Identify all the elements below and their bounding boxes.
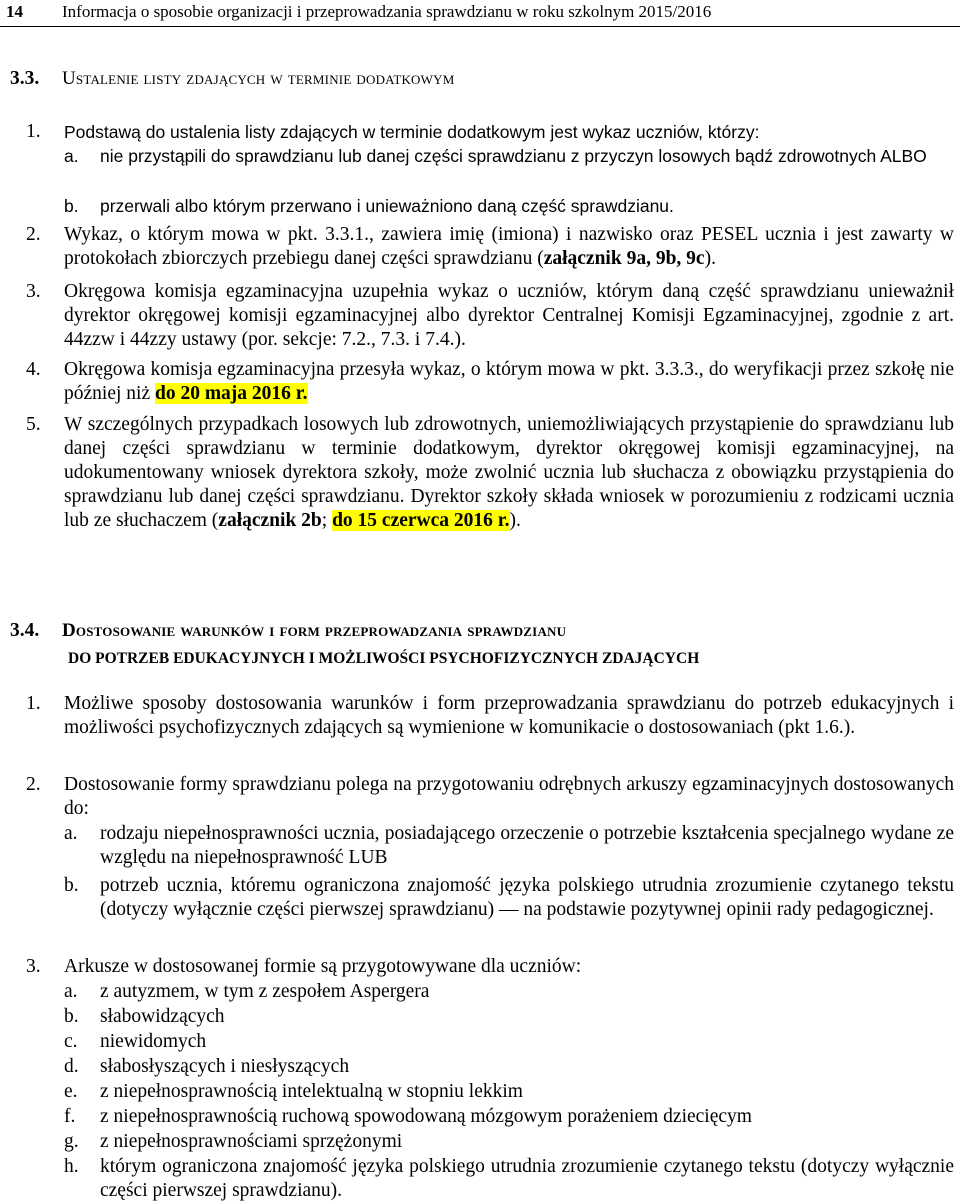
sub-item-letter: b. xyxy=(64,196,79,216)
section-title-3-3: Ustalenie listy zdających w terminie dodatkowym xyxy=(62,68,455,89)
sub-item-3-3-1-a xyxy=(64,144,954,168)
running-title: Informacja o sposobie organizacji i przeprowadzania sprawdzianu w roku szkolnym 2015/2016 xyxy=(62,2,712,21)
page-number: 14 xyxy=(6,2,23,21)
list-item-3-4-3-b xyxy=(64,1005,954,1029)
section-subtitle-3-4: DO POTRZEB EDUKACYJNYCH I MOŻLIWOŚCI PSYCHOFIZYCZNYCH ZDAJĄCYCH xyxy=(68,650,700,667)
sub-item-letter: g. xyxy=(64,1131,79,1152)
sub-item-letter: d. xyxy=(64,1056,79,1077)
item-number: 1. xyxy=(26,693,41,714)
list-item-3-4-3-e xyxy=(64,1080,954,1104)
sub-item-text: którym ograniczona znajomość języka polskiego utrudnia zrozumienie czytanego tekstu (dotyczy wyłącznie części pierwszej sprawdzianu). xyxy=(100,1156,954,1201)
list-item-3-4-3-d xyxy=(64,1055,954,1079)
sub-item-3-4-2-b xyxy=(64,874,954,922)
sub-item-text: nie przystąpili do sprawdzianu lub danej części sprawdzianu z przyczyn losowych bądź zdrowotnych ALBO xyxy=(100,146,927,166)
page-header xyxy=(0,0,960,27)
list-item-3-4-1 xyxy=(26,692,954,740)
list-item-3-4-3-c xyxy=(64,1030,954,1054)
list-item-3-3-4 xyxy=(26,358,954,406)
list-item-3-3-1 xyxy=(26,120,954,144)
deadline-highlight: do 15 czerwca 2016 r. xyxy=(332,510,510,531)
sub-item-text: słabowidzących xyxy=(100,1006,225,1027)
sub-item-letter: b. xyxy=(64,875,79,896)
sub-item-text: z niepełnosprawnościami sprzężonymi xyxy=(100,1131,403,1152)
section-title-3-4: Dostosowanie warunków i form przeprowadzania sprawdzianu xyxy=(62,620,567,641)
sub-item-letter: c. xyxy=(64,1031,78,1052)
sub-item-letter: a. xyxy=(64,823,78,844)
item-text: W szczególnych przypadkach losowych lub zdrowotnych, uniemożliwiających przystąpienie do sprawdzianu lub danej części sprawdzianu w terminie dodatkowym, dyrektor okręgowej komisji egzaminacyjnej, na udokumentowany wniosek dyrektora szkoły, może zwolnić ucznia lub słuchacza z obowiązku przystąpienia do sprawdzianu lub danej części sprawdzianu. Dyrektor szkoły składa wniosek w porozumieniu z rodzicami ucznia lub ze słuchaczem (załącznik 2b; do 15 czerwca 2016 r.). xyxy=(64,414,954,531)
list-item-3-4-3-h xyxy=(64,1155,954,1203)
item-number: 4. xyxy=(26,359,41,380)
item-number: 2. xyxy=(26,224,41,245)
list-item-3-3-2 xyxy=(26,223,954,271)
list-item-3-4-3-g xyxy=(64,1130,954,1154)
sub-item-3-4-2-a xyxy=(64,822,954,870)
item-text: Możliwe sposoby dostosowania warunków i form przeprowadzania sprawdzianu do potrzeb edukacyjnych i możliwości psychofizycznych zdających są wymienione w komunikacie o dostosowaniach (pkt 1.6.). xyxy=(64,693,954,738)
item-number: 2. xyxy=(26,774,41,795)
sub-item-text: z autyzmem, w tym z zespołem Aspergera xyxy=(100,981,430,1002)
deadline-highlight: do 20 maja 2016 r. xyxy=(154,383,308,404)
sub-item-letter: f. xyxy=(64,1106,76,1127)
item-text: Wykaz, o którym mowa w pkt. 3.3.1., zawiera imię (imiona) i nazwisko oraz PESEL ucznia i jest zawarty w protokołach zbiorczych przebiegu danej części sprawdzianu (załącznik 9a, 9b, 9c). xyxy=(64,224,954,269)
sub-item-text: z niepełnosprawnością intelektualną w stopniu lekkim xyxy=(100,1081,523,1102)
section-number-3-4: 3.4. xyxy=(10,620,40,641)
sub-item-letter: b. xyxy=(64,1006,79,1027)
list-item-3-3-3 xyxy=(26,280,954,352)
item-text: Okręgowa komisja egzaminacyjna uzupełnia wykaz o uczniów, którym daną część sprawdzianu unieważnił dyrektor okręgowej komisji egzaminacyjnej albo dyrektor Centralnej Komisji Egzaminacyjnej, zgodnie z art. 44zzw i 44zzy ustawy (por. sekcje: 7.2., 7.3. i 7.4.). xyxy=(64,281,954,350)
list-item-3-3-5 xyxy=(26,413,954,533)
sub-item-letter: h. xyxy=(64,1156,79,1177)
item-text: Podstawą do ustalenia listy zdających w terminie dodatkowym jest wykaz uczniów, którzy: xyxy=(64,122,760,142)
item-text: Okręgowa komisja egzaminacyjna przesyła wykaz, o którym mowa w pkt. 3.3.3., do weryfikacji przez szkołę nie później niż do 20 maja 2016 r. xyxy=(64,359,954,404)
sub-item-text: potrzeb ucznia, któremu ograniczona znajomość języka polskiego utrudnia zrozumienie czytanego tekstu (dotyczy wyłącznie części pierwszej sprawdzianu) — na podstawie pozytywnej opinii rady pedagogicznej. xyxy=(100,875,954,920)
sub-item-text: z niepełnosprawnością ruchową spowodowaną mózgowym porażeniem dziecięcym xyxy=(100,1106,752,1127)
item-number: 5. xyxy=(26,414,41,435)
list-item-3-4-2 xyxy=(26,773,954,821)
sub-item-letter: a. xyxy=(64,146,79,166)
sub-item-text: rodzaju niepełnosprawności ucznia, posiadającego orzeczenie o potrzebie kształcenia specjalnego wydane ze względu na niepełnosprawność LUB xyxy=(100,823,954,868)
item-number: 3. xyxy=(26,956,41,977)
sub-item-letter: e. xyxy=(64,1081,78,1102)
item-text: Dostosowanie formy sprawdzianu polega na przygotowaniu odrębnych arkuszy egzaminacyjnych dostosowanych do: xyxy=(64,774,954,819)
item-text: Arkusze w dostosowanej formie są przygotowywane dla uczniów: xyxy=(64,956,582,977)
item-number: 1. xyxy=(26,121,41,142)
sub-item-text: słabosłyszących i niesłyszących xyxy=(100,1056,350,1077)
sub-item-3-3-1-b xyxy=(64,194,954,218)
sub-item-letter: a. xyxy=(64,981,78,1002)
list-item-3-4-3-f xyxy=(64,1105,954,1129)
section-number-3-3: 3.3. xyxy=(10,68,40,89)
sub-item-text: przerwali albo którym przerwano i unieważniono daną część sprawdzianu. xyxy=(100,196,674,216)
list-item-3-4-3-a xyxy=(64,980,954,1004)
list-item-3-4-3 xyxy=(26,955,954,979)
sub-item-text: niewidomych xyxy=(100,1031,207,1052)
item-number: 3. xyxy=(26,281,41,302)
